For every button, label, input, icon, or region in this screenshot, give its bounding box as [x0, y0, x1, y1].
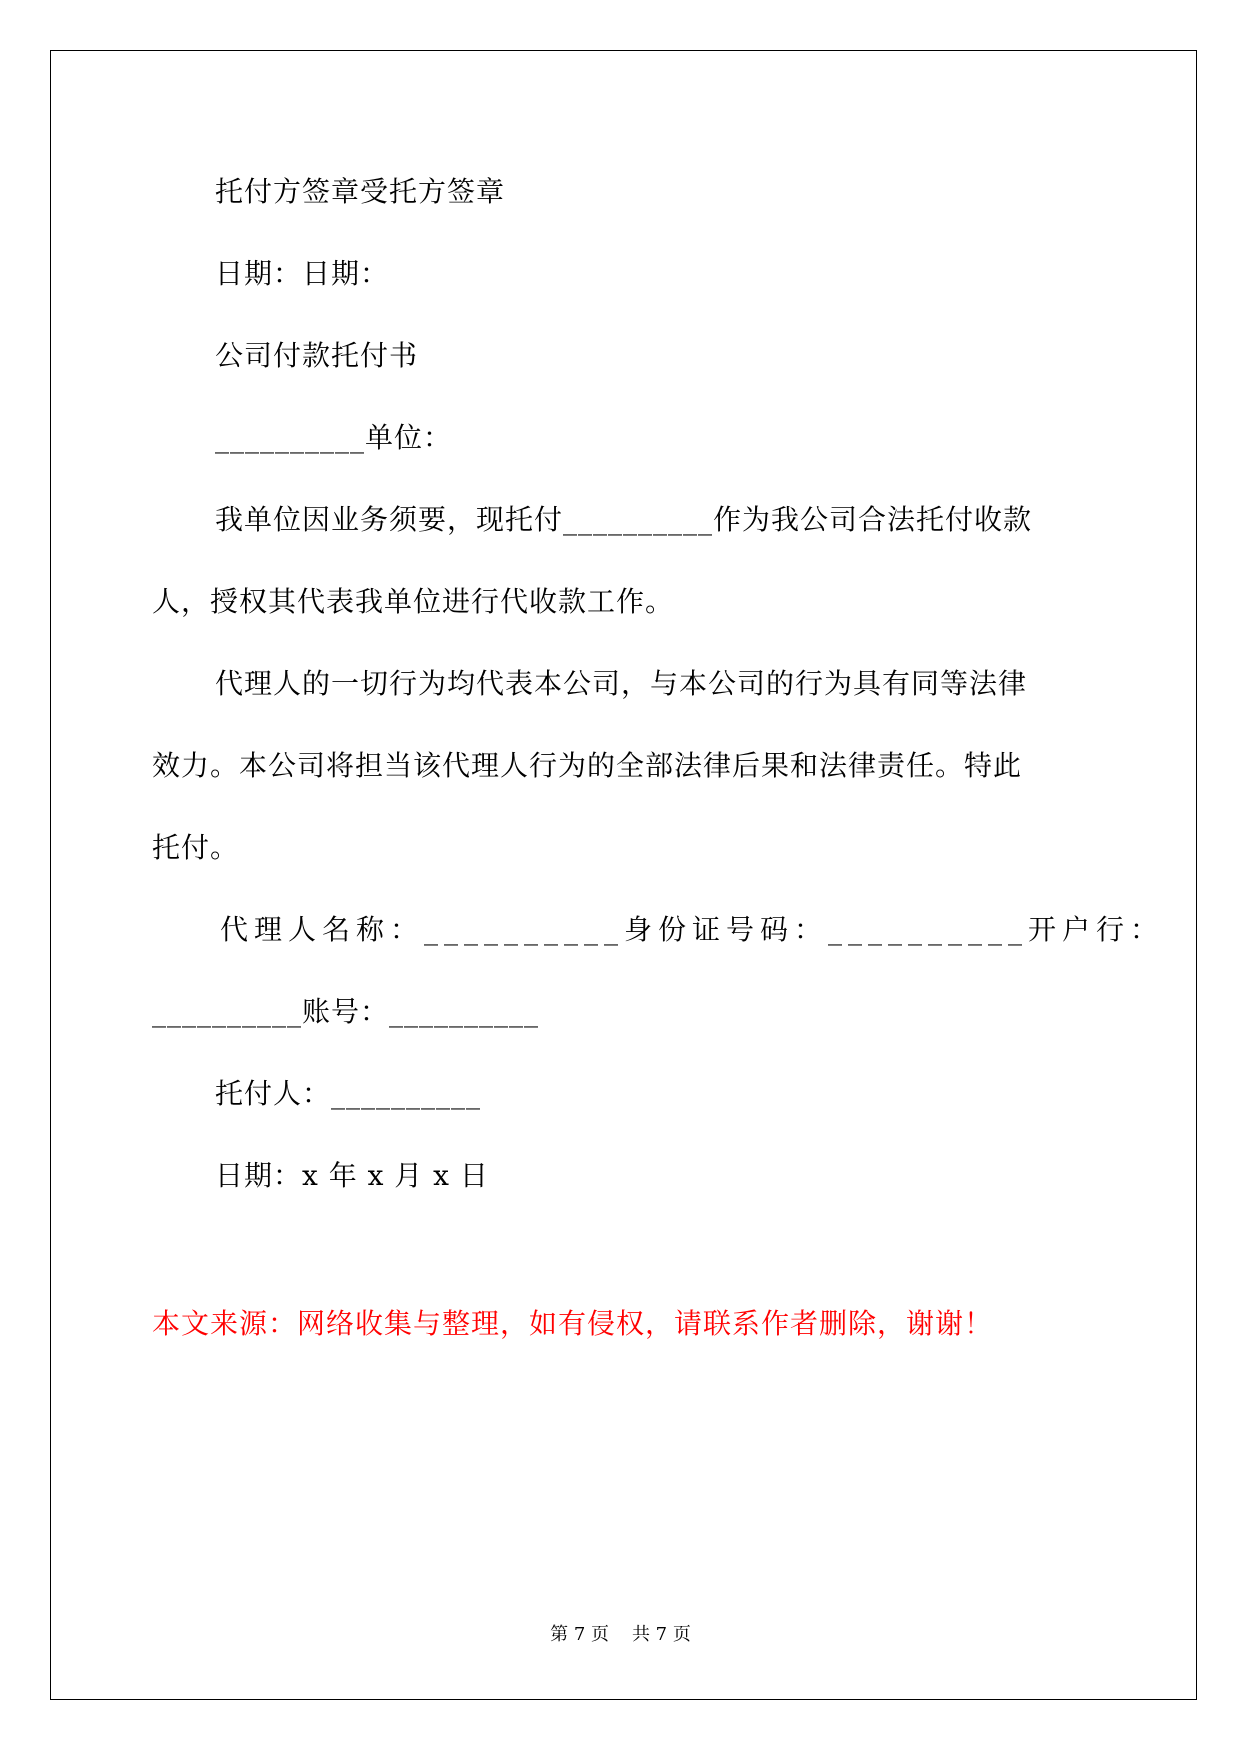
page-border [50, 50, 1197, 1700]
signing-date-line: 日期：x 年 x 月 x 日 [215, 1159, 489, 1192]
paragraph-2-line-3: 托付。 [152, 831, 240, 864]
addressee-line: __________单位： [215, 421, 453, 454]
document-title: 公司付款托付书 [215, 339, 419, 372]
agent-info-line-1: 代理人名称：__________身份证号码：__________开户行： [220, 913, 1165, 946]
date-line: 日期：日期： [215, 257, 390, 290]
paragraph-1-line-1: 我单位因业务须要，现托付__________作为我公司合法托付收款 [215, 503, 1033, 536]
paragraph-2-line-1: 代理人的一切行为均代表本公司，与本公司的行为具有同等法律 [215, 667, 1028, 700]
page-footer: 第 7 页 共 7 页 [550, 1624, 691, 1645]
principal-line: 托付人：__________ [215, 1077, 482, 1110]
source-note: 本文来源：网络收集与整理，如有侵权，请联系作者删除，谢谢！ [152, 1307, 994, 1340]
agent-info-line-2: __________账号：__________ [152, 995, 540, 1028]
paragraph-1-line-2: 人，授权其代表我单位进行代收款工作。 [152, 585, 675, 618]
paragraph-2-line-2: 效力。本公司将担当该代理人行为的全部法律后果和法律责任。特此 [152, 749, 1023, 782]
signature-heading: 托付方签章受托方签章 [215, 175, 506, 208]
